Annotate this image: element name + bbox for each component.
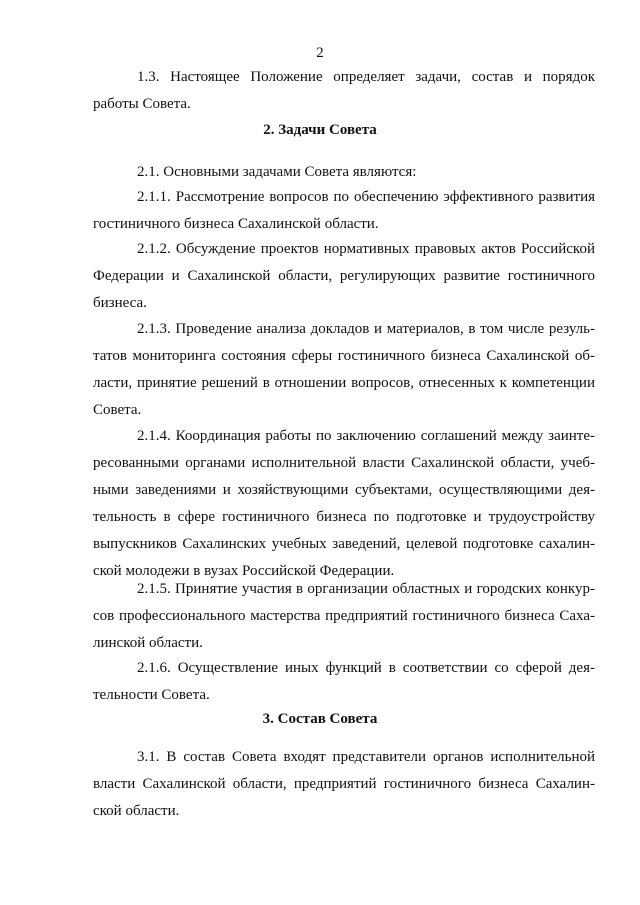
page-number: 2 [316, 45, 324, 61]
paragraph-2-1-5: 2.1.5. Принятие участия в организации областных и городских конкурсов профессионального мастерства предприятий гостиничного бизнеса Сахалинской области. [93, 581, 595, 651]
paragraph-2-1-3: 2.1.3. Проведение анализа докладов и материалов, в том числе результатов мониторинга состояния сферы гостиничного бизнеса Сахалинской области, принятие решений в отношении вопросов, отнесенных к компетенции Совета. [93, 321, 595, 418]
paragraph-2-1-6: 2.1.6. Осуществление иных функций в соответствии со сферой деятельности Совета. [93, 660, 595, 703]
paragraph-2-1: 2.1. Основными задачами Совета являются: [137, 164, 417, 180]
paragraph-1-3: 1.3. Настоящее Положение определяет задачи, состав и порядок работы Совета. [93, 69, 595, 112]
paragraph-2-1-1: 2.1.1. Рассмотрение вопросов по обеспечению эффективного развития гостиничного бизнеса Сахалинской области. [93, 189, 595, 232]
section-3-title: 3. Состав Совета [262, 711, 378, 727]
section-2-title: 2. Задачи Совета [263, 122, 377, 138]
paragraph-2-1-2: 2.1.2. Обсуждение проектов нормативных правовых актов Российской Федерации и Сахалинской области, регулирующих развитие гостиничного бизнеса. [93, 241, 595, 311]
paragraph-3-1: 3.1. В состав Совета входят представители органов исполнительной власти Сахалинской области, предприятий гостиничного бизнеса Сахалинской области. [93, 749, 595, 819]
paragraph-2-1-4: 2.1.4. Координация работы по заключению соглашений между заинтересованными органами исполнительной власти Сахалинской области, учебными заведениями и хозяйствующими субъектами, осуществляющими деятельность в сфере гостиничного бизнеса по подготовке и трудоустройству выпускников Сахалинских учебных заведений, целевой подготовке сахалинской молодежи в вузах Российской Федерации. [93, 428, 595, 579]
